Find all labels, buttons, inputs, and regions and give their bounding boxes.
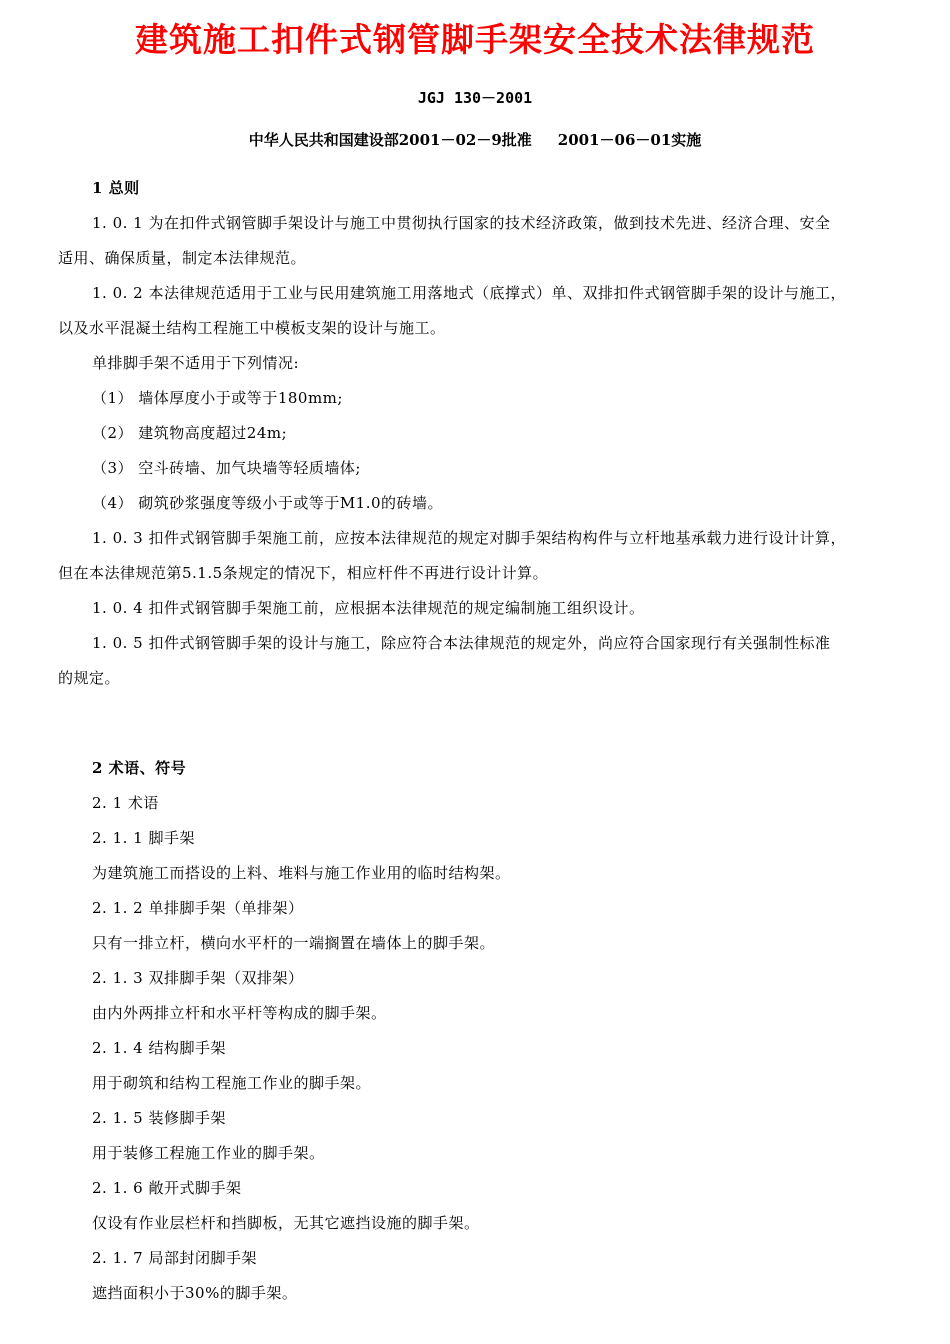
approval-authority: 中华人民共和国建设部2001－02－9批准 bbox=[248, 131, 532, 149]
section-heading-1: 1 总则 bbox=[92, 179, 140, 197]
clause-1-0-4: 1. 0. 4 扣件式钢管脚手架施工前，应根据本法律规范的规定编制施工组织设计。 bbox=[92, 599, 645, 617]
term-2-1-3-definition: 由内外两排立杆和水平杆等构成的脚手架。 bbox=[92, 1004, 387, 1022]
clause-1-0-1: 1. 0. 1 为在扣件式钢管脚手架设计与施工中贯彻执行国家的技术经济政策，做到技术先进、经济合理、安全 bbox=[92, 214, 831, 232]
clause-1-0-1-cont: 适用、确保质量，制定本法律规范。 bbox=[58, 249, 307, 267]
list-item-4: （4） 砌筑砂浆强度等级小于或等于M1.0的砖墙。 bbox=[92, 494, 444, 512]
term-2-1-5-definition: 用于装修工程施工作业的脚手架。 bbox=[92, 1144, 325, 1162]
term-2-1-4-definition: 用于砌筑和结构工程施工作业的脚手架。 bbox=[92, 1074, 372, 1092]
section-heading-2: 2 术语、符号 bbox=[92, 759, 187, 777]
term-2-1-6: 2. 1. 6 敞开式脚手架 bbox=[92, 1179, 242, 1197]
paragraph-single-row: 单排脚手架不适用于下列情况: bbox=[92, 354, 300, 372]
list-item-3: （3） 空斗砖墙、加气块墙等轻质墙体; bbox=[92, 459, 361, 477]
subsection-2-1: 2. 1 术语 bbox=[92, 794, 159, 812]
document-title: 建筑施工扣件式钢管脚手架安全技术法律规范 bbox=[135, 20, 815, 59]
term-2-1-4: 2. 1. 4 结构脚手架 bbox=[92, 1039, 226, 1057]
term-2-1-6-definition: 仅设有作业层栏杆和挡脚板，无其它遮挡设施的脚手架。 bbox=[92, 1214, 480, 1232]
term-2-1-2: 2. 1. 2 单排脚手架（单排架） bbox=[92, 899, 304, 917]
list-item-1: （1） 墙体厚度小于或等于180mm; bbox=[92, 389, 343, 407]
term-2-1-5: 2. 1. 5 装修脚手架 bbox=[92, 1109, 226, 1127]
clause-1-0-2: 1. 0. 2 本法律规范适用于工业与民用建筑施工用落地式（底撑式）单、双排扣件式钢管脚手架的设计与施工， bbox=[92, 284, 846, 302]
clause-1-0-5: 1. 0. 5 扣件式钢管脚手架的设计与施工，除应符合本法律规范的规定外，尚应符合国家现行有关强制性标准 bbox=[92, 634, 831, 652]
term-2-1-7: 2. 1. 7 局部封闭脚手架 bbox=[92, 1249, 257, 1267]
term-2-1-2-definition: 只有一排立杆，横向水平杆的一端搁置在墙体上的脚手架。 bbox=[92, 934, 496, 952]
clause-1-0-3: 1. 0. 3 扣件式钢管脚手架施工前，应按本法律规范的规定对脚手架结构构件与立杆地基承载力进行设计计算， bbox=[92, 529, 846, 547]
clause-1-0-3-cont: 但在本法律规范第5.1.5条规定的情况下，相应杆件不再进行设计计算。 bbox=[58, 564, 549, 582]
term-2-1-7-definition: 遮挡面积小于30%的脚手架。 bbox=[92, 1284, 298, 1302]
term-2-1-3: 2. 1. 3 双排脚手架（双排架） bbox=[92, 969, 304, 987]
effective-date: 2001－06－01实施 bbox=[557, 131, 702, 149]
term-2-1-1-definition: 为建筑施工而搭设的上料、堆料与施工作业用的临时结构架。 bbox=[92, 864, 511, 882]
clause-1-0-2-cont: 以及水平混凝土结构工程施工中模板支架的设计与施工。 bbox=[58, 319, 446, 337]
term-2-1-1: 2. 1. 1 脚手架 bbox=[92, 829, 195, 847]
clause-1-0-5-cont: 的规定。 bbox=[58, 669, 121, 687]
approval-line bbox=[0, 129, 950, 150]
list-item-2: （2） 建筑物高度超过24m; bbox=[92, 424, 288, 442]
standard-code: JGJ 130－2001 bbox=[417, 89, 533, 107]
